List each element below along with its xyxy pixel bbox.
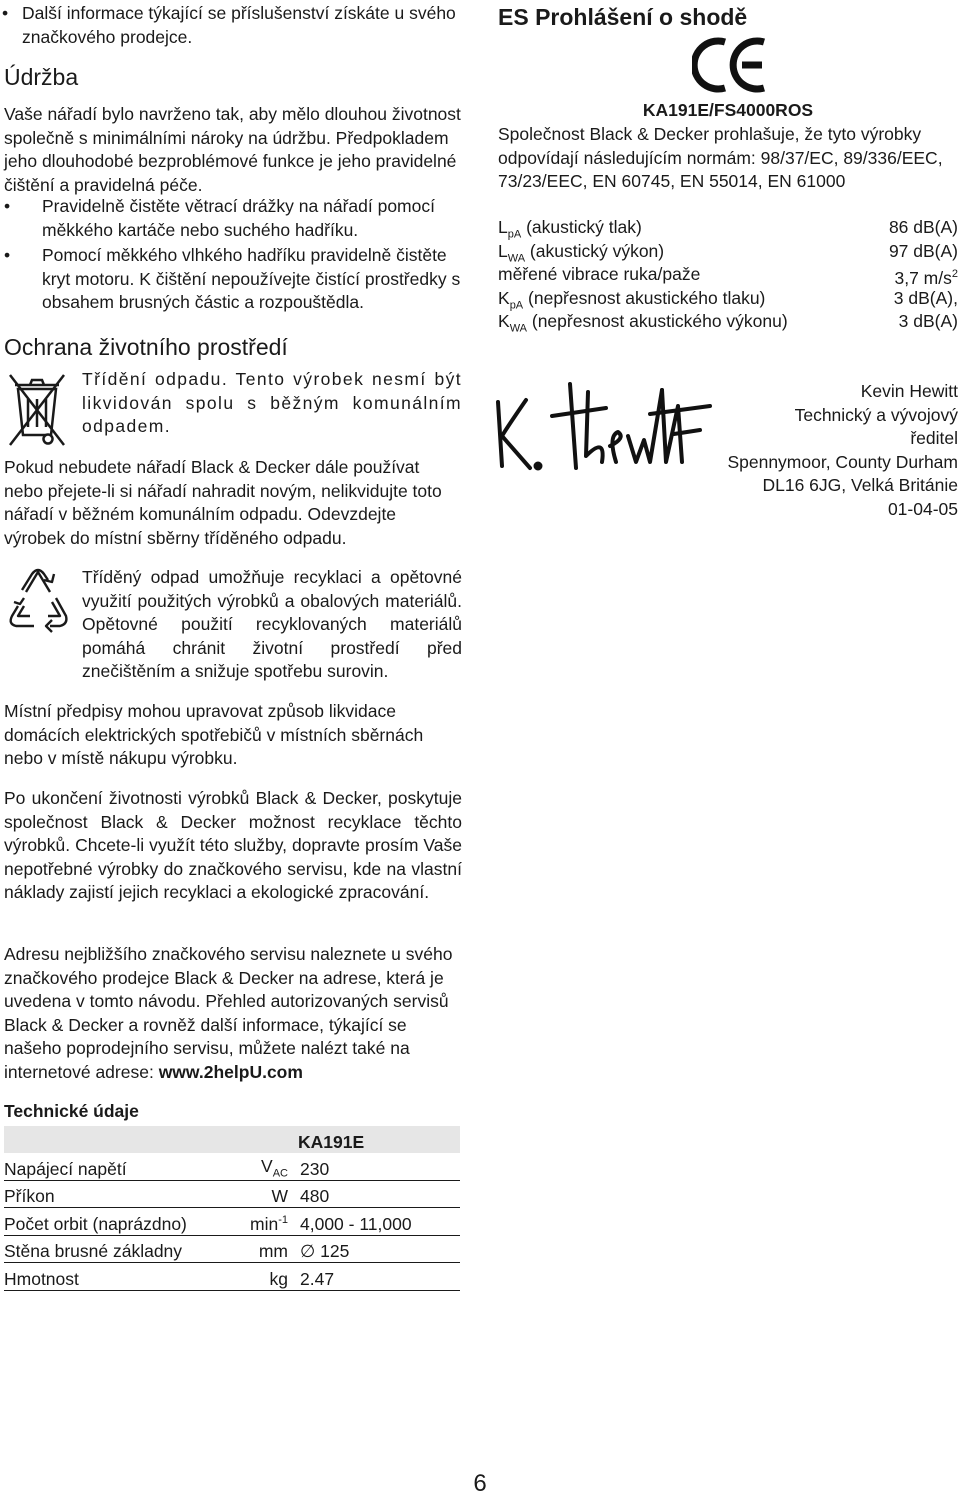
list-item: $K_{WA}$ (nepřesnost akustického výkonu) 3 dB(A) — [498, 311, 958, 335]
list-item: $K_{pA}$ (nepřesnost akustického tlaku) 3 dB(A), — [498, 287, 958, 311]
accessories-note: • Další informace týkající se příslušenství získáte u svého značkového prodejce. — [2, 3, 456, 47]
environment-heading: Ochrana životního prostředí — [4, 334, 288, 360]
page-number: 6 — [473, 1470, 487, 1497]
signer-title-2: ředitel — [910, 428, 958, 448]
service-website-link[interactable]: www.2helpU.com — [158, 1061, 303, 1082]
list-item: měřené vibrace ruka/paže 3,7 $m/s^2$ — [498, 264, 958, 288]
table-row: Hmotnost kg 2.47 — [4, 1263, 460, 1291]
tech-data-table — [4, 1126, 460, 1291]
recycle-icon — [4, 562, 72, 638]
ce-mark-icon — [692, 36, 772, 94]
conformity-heading: ES Prohlášení o shodě — [498, 4, 748, 30]
sorting-note: Třídění odpadu. Tento výrobek nesmí být likvidován spolu s běžným komunálním odpadem. — [82, 369, 462, 436]
reuse-paragraph: Pokud nebudete nářadí Black & Decker dále používat nebo přejete-li si nářadí nahradit novým, nelikvidujte toto nářadí v běžném komunálním odpadu. Odevzdejte výrobek do místní sběrny tříděného odpadu. — [4, 457, 442, 548]
signer-address-1: Spennymoor, County Durham — [727, 451, 958, 472]
maintenance-bullet-1: • Pravidelně čistěte větrací drážky na nářadí pomocí měkkého kartáče nebo suchého hadříku. — [4, 196, 435, 240]
signer-date: 01-04-05 — [887, 498, 958, 519]
maintenance-bullet-2: • Pomocí měkkého vlhkého hadříku pravidelně čistěte kryt motoru. K čištění nepoužívejte čistící prostředky s obsahem brusných částic a rozpouštědla. — [4, 245, 461, 312]
list-item: $L_{WA}$ (akustický výkon) 97 dB(A) — [498, 240, 958, 264]
declaration-text: Společnost Black & Decker prohlašuje, že tyto výrobky odpovídají následujícím normám: 98/37/EC, 89/336/EEC, 73/23/EEC, EN 60745, EN 55014, EN 61000 — [498, 124, 943, 191]
local-regulations-paragraph: Místní předpisy mohou upravovat způsob likvidace domácích elektrických spotřebičů v místních sběrnách nebo v místě nákupu výrobku. — [4, 701, 424, 768]
declaration-model: KA191E/FS4000ROS — [642, 100, 814, 120]
signer-title: Technický a vývojový — [794, 404, 958, 425]
table-row: Příkon W 480 — [4, 1180, 460, 1208]
table-row: Napájecí napětí $V_{AC}$ 230 — [4, 1153, 460, 1180]
measurement-list — [498, 216, 958, 334]
signer-address-2: DL16 6JG, Velká Británie — [762, 475, 958, 495]
tech-data-heading: Technické údaje — [4, 1101, 139, 1121]
recycle-note: Tříděný odpad umožňuje recyklaci a opětovné využití použitých výrobků a obalových materiálů. Opětovné použití recyklovaných materiálů pomáhá chránit životní prostředí před znečištěním a snižuje spotřebu surovin. — [82, 567, 462, 681]
signer-name: Kevin Hewitt — [860, 381, 958, 401]
service-address-paragraph: Adresu nejbližšího značkového servisu naleznete u svého značkového prodejce Black & Decker na adrese, která je uvedena v tomto návodu. Přehled autorizovaných servisů Black & Decker a rovněž další informace, týkající se našeho poprodejního servisu, můžete nalézt také na internetové adrese: www.2helpU.com — [4, 944, 453, 1082]
signer-block — [600, 380, 958, 521]
list-item: $L_{pA}$ (akustický tlak) 86 dB(A) — [498, 217, 958, 241]
tech-model-header: KA191E — [294, 1126, 460, 1153]
table-row: Počet orbit (naprázdno) $\min^{-1}$ 4,000 - 11,000 — [4, 1208, 460, 1236]
tech-table-header — [4, 1126, 460, 1153]
crossed-bin-icon — [4, 369, 70, 451]
table-row: Stěna brusné základny mm ∅ 125 — [4, 1235, 460, 1263]
collection-paragraph: Po ukončení životnosti výrobků Black & Decker, poskytuje společnost Black & Decker možnost recyklace těchto výrobků. Chcete-li využít této služby, dopravte prosím Vaše nepotřebné výrobky do značkového servisu, kde na vlastní náklady zajistí jejich recyklaci a ekologické zpracování. — [4, 788, 462, 902]
maintenance-paragraph: Vaše nářadí bylo navrženo tak, aby mělo dlouhou životnost společně s minimálními nároky na údržbu. Předpokladem jeho dlouhodobé bezproblémové funkce je jeho pravidelné čištění a pravidelná péče. — [4, 104, 461, 195]
maintenance-heading: Údržba — [4, 64, 79, 90]
